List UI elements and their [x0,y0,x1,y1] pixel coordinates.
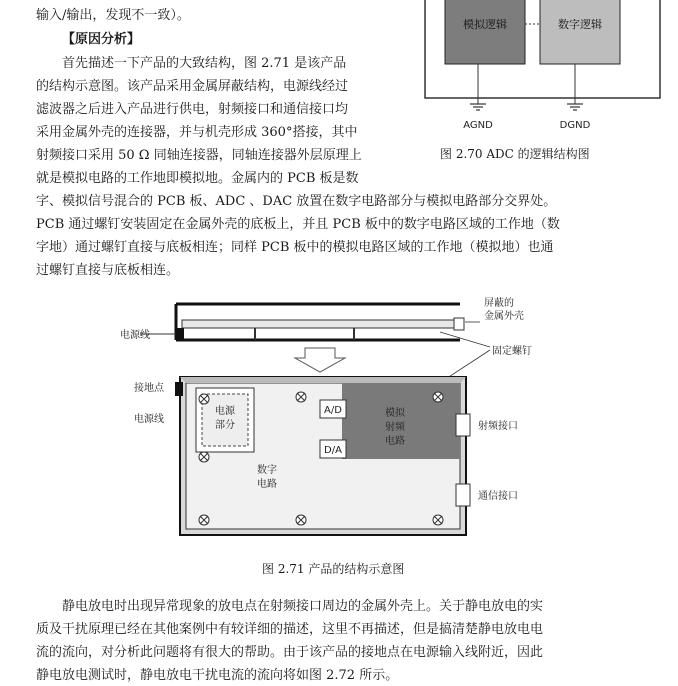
para1-line: PCB 通过螺钉安装固定在金属外壳的底板上，并且 PCB 板中的数字电路区域的工作地（数 [36,217,560,232]
para2-line: 质及干扰原理已经在其他案例中有较详细的描述，这里不再描述，但是搞清楚静电放电电 [36,622,544,637]
comm-connector [456,484,470,506]
power-line-label: 电源线 [134,414,164,425]
para2-line: 静电放电时出现异常现象的放电点在射频接口周边的金属外壳上。关于静电放电的实 [62,599,544,614]
rf-connector [456,414,470,436]
ad-label: A/D [324,405,342,416]
power-line-label: 电源线 [120,330,150,341]
para1-line: 射频接口采用 50 Ω 同轴连接器，同轴连接器外层原理上 [36,148,362,163]
para1-line: 的结构示意图。该产品采用金属屏蔽结构，电源线经过 [36,79,349,94]
analog-rf-label: 模拟 [385,408,405,419]
agnd-symbol [470,100,486,110]
para1-line: 采用金属外壳的连接器，并与机壳形成 360°搭接，其中 [36,125,358,140]
agnd-label: AGND [463,120,493,131]
power-section-label: 电源 [215,406,235,417]
figure-2-71 [120,292,580,547]
section-heading: 【原因分析】 [62,32,141,47]
analog-rf-label: 射频 [385,422,405,433]
digital-label: 电路 [257,479,277,490]
dgnd-label: DGND [559,120,591,131]
top-fragment: 输入/输出，发现不一致）。 [36,8,190,23]
da-label: D/A [324,445,342,456]
shield-label: 屏蔽的 [484,298,514,309]
shield-label: 金属外壳 [484,311,524,322]
comm-port-label: 通信接口 [478,491,518,502]
screw-label: 固定螺钉 [492,346,532,357]
analog-rf-label: 电路 [385,436,405,447]
para1-line: 首先描述一下产品的大致结构，图 2.71 是该产品 [62,56,347,71]
down-arrow [295,348,345,372]
para1-line: 滤波器之后进入产品进行供电，射频接口和通信接口均 [36,102,349,117]
figure-2-70-caption: 图 2.70 ADC 的逻辑结构图 [440,147,590,161]
power-section-label: 部分 [215,420,235,431]
para1-line: 就是模拟电路的工作地即模拟地。金属内的 PCB 板是数 [36,171,359,186]
para1-line: 字地）通过螺钉直接与底板相连；同样 PCB 板中的模拟电路区域的工作地（模拟地）也通 [36,240,554,255]
dgnd-symbol [567,100,583,110]
rf-port-label: 射频接口 [478,421,518,432]
digital-logic-label: 数字逻辑 [558,18,602,31]
shield-side-pcb [182,320,456,328]
analog-logic-label: 模拟逻辑 [463,18,507,31]
digital-logic-block [540,0,620,64]
para1-line: 字、模拟信号混合的 PCB 板、ADC 、DAC 放置在数字电路部分与模拟电路部分交界处。 [36,194,557,209]
para2-line: 静电放电测试时，静电放电干扰电流的流向将如图 2.72 所示。 [36,668,399,683]
ground-point-label: 接地点 [134,383,164,394]
figure-2-71-caption: 图 2.71 产品的结构示意图 [262,562,405,576]
para1-line: 过螺钉直接与底板相连。 [36,263,180,278]
digital-label: 数字 [257,465,277,476]
analog-logic-block [445,0,525,64]
figure-2-70 [420,0,670,165]
para2-line: 流的流向，对分析此问题将有很大的帮助。由于该产品的接地点在电源输入线附近，因此 [36,645,544,660]
